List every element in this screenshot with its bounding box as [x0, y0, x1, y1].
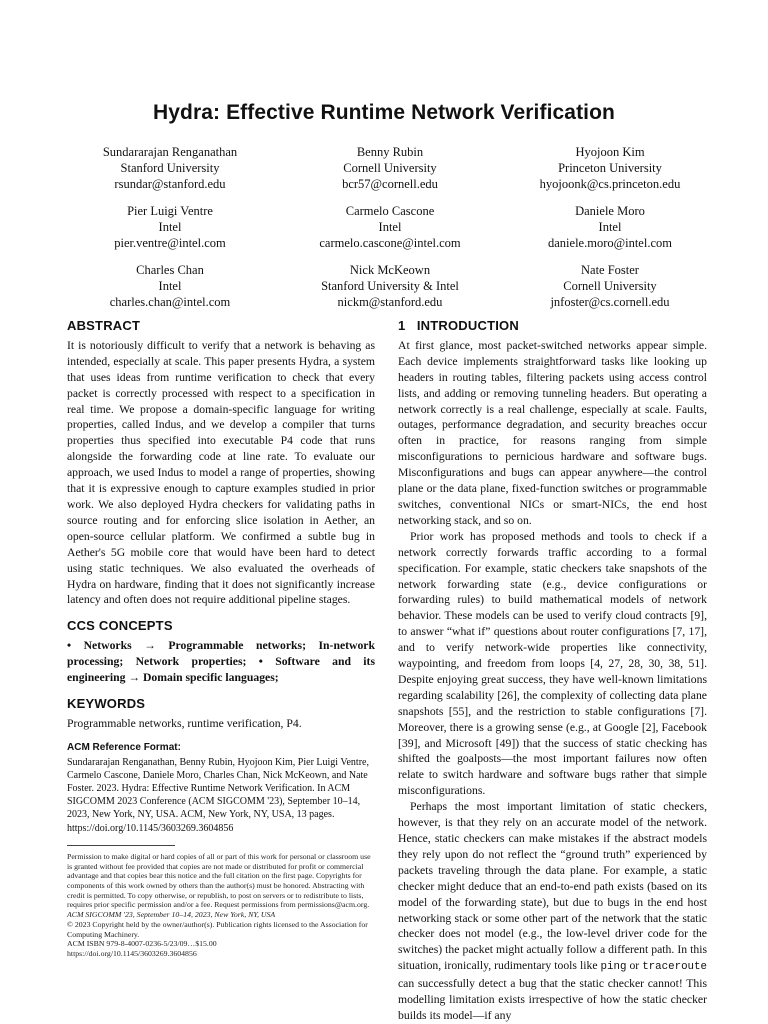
author [60, 144, 280, 203]
paper-title: Hydra: Effective Runtime Network Verification [153, 101, 615, 124]
intro-paragraph-2: Prior work has proposed methods and tools to check if a network correctly forwards traffic according to a formal specification. For example, static checkers take snapshots of the network forwarding state (e.g., device configurations or forwarding rules) to build mathematical models of network behavior. These models can be used to verify cloud contracts [9], to answer “what if” questions about router configurations [7, 17], and to verify network-wide properties like connectivity, waypointing, and freedom from loops [4, 27, 28, 30, 38, 51]. Despite enjoying great success, they have well-known limitations regarding scalability [26], the complexity of collecting data plane snapshots [55], and the restriction to stable configurations [7]. Moreover, there is a growing sense (e.g., at Google [2], Facebook [39], and Microsoft [49]) that the success of static checking has shifted the goalposts—the most important failures now often relate to switch hardware and software bugs rather that simple misconfigurations. [398, 529, 707, 798]
author-row [60, 203, 720, 262]
author-affiliation: Cornell University [343, 161, 437, 175]
introduction-heading: 1 INTRODUCTION [398, 318, 519, 333]
author [500, 262, 720, 321]
intro-paragraph-3 [398, 799, 707, 1024]
author-email: charles.chan@intel.com [109, 295, 231, 309]
author-email: bcr57@cornell.edu [342, 177, 438, 191]
author-affiliation: Cornell University [563, 279, 657, 293]
permission-text: Permission to make digital or hard copies of all or part of this work for personal or classroom use is granted without fee provided that copies are not made or distributed for profit or commercial advantage and that copies bear this notice and the full citation on the first page. Copyrights for components of this work owned by others than the author(s) must be honored. Abstracting with credit is permitted. To copy otherwise, or republish, to post on servers or to redistribute to lists, requires prior specific permission and/or a fee. Request permissions from permissions@acm.org. [67, 851, 371, 910]
left-column [67, 318, 375, 959]
author [280, 144, 500, 203]
author [280, 203, 500, 262]
author-name: Nate Foster [581, 263, 639, 277]
author-name: Carmelo Cascone [345, 204, 435, 218]
author-name: Hyojoon Kim [575, 145, 645, 159]
author-affiliation: Stanford University & Intel [321, 279, 459, 293]
author-email: jnfoster@cs.cornell.edu [550, 295, 670, 309]
venue-text: ACM SIGCOMM '23, September 10–14, 2023, New York, NY, USA [67, 910, 276, 920]
author-email: hyojoonk@cs.princeton.edu [539, 177, 681, 191]
keywords-text: Programmable networks, runtime verification, P4. [67, 716, 302, 730]
author-block [60, 144, 720, 321]
intro-paragraph-1: At first glance, most packet-switched networks appear simple. Each device implements straightforward tasks like looking up headers in routing tables, filtering packets using access control lists, and adding or removing tunneling headers. But operating a network correctly is a real challenge, especially at scale. Faults, outages, performance degradation, and security breaches occur often in practice, for reasons ranging from simple misconfigurations to pernicious hardware and software bugs. Misconfigurations and bugs can appear anywhere—the control plane or the data plane, fixed-function switches or programmable switches, conventional NICs or smart-NICs, the end host networking stack, and so on. [398, 338, 707, 527]
right-column [398, 318, 707, 1024]
abstract-text: It is notoriously difficult to verify that a network is behaving as intended, especially at scale. This paper presents Hydra, a system that uses ideas from runtime verification to check that every packet is correctly processed with respect to a specification in real time. We propose a domain-specific language for writing properties, called Indus, and we develop a compiler that turns properties thus specified into executable P4 code that runs alongside the forwarding code at line rate. To evaluate our approach, we used Indus to model a range of properties, showing that it is expressive enough to capture examples studied in prior work. We also deployed Hydra checkers for validating paths in source routing and for enforcing slice isolation in Aether, an open-source cellular platform. We confirmed a subtle bug in Aether's 5G mobile core that would have been hard to detect using static techniques. We also evaluated the overheads of Hydra on hardware, finding that it does not significantly increase latency and often does not require additional pipeline stages. [67, 338, 375, 607]
intro-paragraph-3-b: or [626, 959, 643, 973]
author-affiliation: Intel [378, 220, 402, 234]
author-email: rsundar@stanford.edu [114, 177, 226, 191]
author-email: carmelo.cascone@intel.com [319, 236, 461, 250]
author [500, 144, 720, 203]
intro-paragraph-3-a: Perhaps the most important limitation of static checkers, however, is that they rely on an accurate model of the network. Hence, static checkers can make mistakes if the abstract models they rely upon do not reflect the “ground truth” experienced by packets traveling through the data plane. For example, a static checker might deduce that an end-to-end path exists (based on its model of the forwarding state), but due to bugs in the end host networking stack or some other part of the network that the static checker does not model (e.g., the low-level driver code for the switches) the packet might actually follow a different path. In this situation, ironically, rudimentary tools like [398, 800, 707, 973]
author-email: pier.ventre@intel.com [114, 236, 226, 250]
author-affiliation: Intel [158, 279, 182, 293]
author-name: Pier Luigi Ventre [127, 204, 213, 218]
author-name: Charles Chan [136, 263, 204, 277]
author-row [60, 262, 720, 321]
author [280, 262, 500, 321]
footnote-rule [67, 845, 175, 846]
keywords-heading: KEYWORDS [67, 695, 146, 711]
code-traceroute: traceroute [642, 961, 707, 974]
code-ping: ping [600, 961, 627, 974]
abstract-heading: ABSTRACT [67, 318, 141, 333]
reference-heading: ACM Reference Format: [67, 741, 181, 753]
copyright-text: © 2023 Copyright held by the owner/author(s). Publication rights licensed to the Association for Computing Machinery. [67, 919, 368, 939]
author [60, 262, 280, 321]
author-name: Nick McKeown [349, 263, 431, 277]
ccs-heading: CCS CONCEPTS [67, 618, 173, 634]
author-name: Sundararajan Renganathan [102, 145, 238, 159]
author [60, 203, 280, 262]
author-row [60, 144, 720, 203]
doi-text: https://doi.org/10.1145/3603269.3604856 [67, 948, 197, 958]
author-affiliation: Stanford University [120, 161, 220, 175]
author-name: Daniele Moro [575, 204, 645, 218]
author-affiliation: Intel [598, 220, 622, 234]
intro-paragraph-3-c: can successfully detect a bug that the static checker cannot! This modelling limitation exists irrespective of how the static checker builds its model—if any [398, 977, 707, 1022]
isbn-text: ACM ISBN 979-8-4007-0236-5/23/09…$15.00 [67, 939, 217, 949]
author-affiliation: Princeton University [558, 161, 662, 175]
author-affiliation: Intel [158, 220, 182, 234]
ccs-text: • Networks → Programmable networks; In-network processing; Network properties; • Software and its engineering → Domain specific languages; [67, 639, 375, 685]
author-email: daniele.moro@intel.com [548, 236, 672, 250]
author [500, 203, 720, 262]
reference-text: Sundararajan Renganathan, Benny Rubin, Hyojoon Kim, Pier Luigi Ventre, Carmelo Cascone, Daniele Moro, Charles Chan, Nick McKeown, and Nate Foster. 2023. Hydra: Effective Runtime Network Verification. In ACM SIGCOMM 2023 Conference (ACM SIGCOMM '23), September 10–14, 2023, New York, NY, USA. ACM, New York, NY, USA, 13 pages. https://doi.org/10.1145/3603269.3604856 [67, 756, 369, 834]
author-name: Benny Rubin [356, 145, 424, 159]
author-email: nickm@stanford.edu [337, 295, 443, 309]
